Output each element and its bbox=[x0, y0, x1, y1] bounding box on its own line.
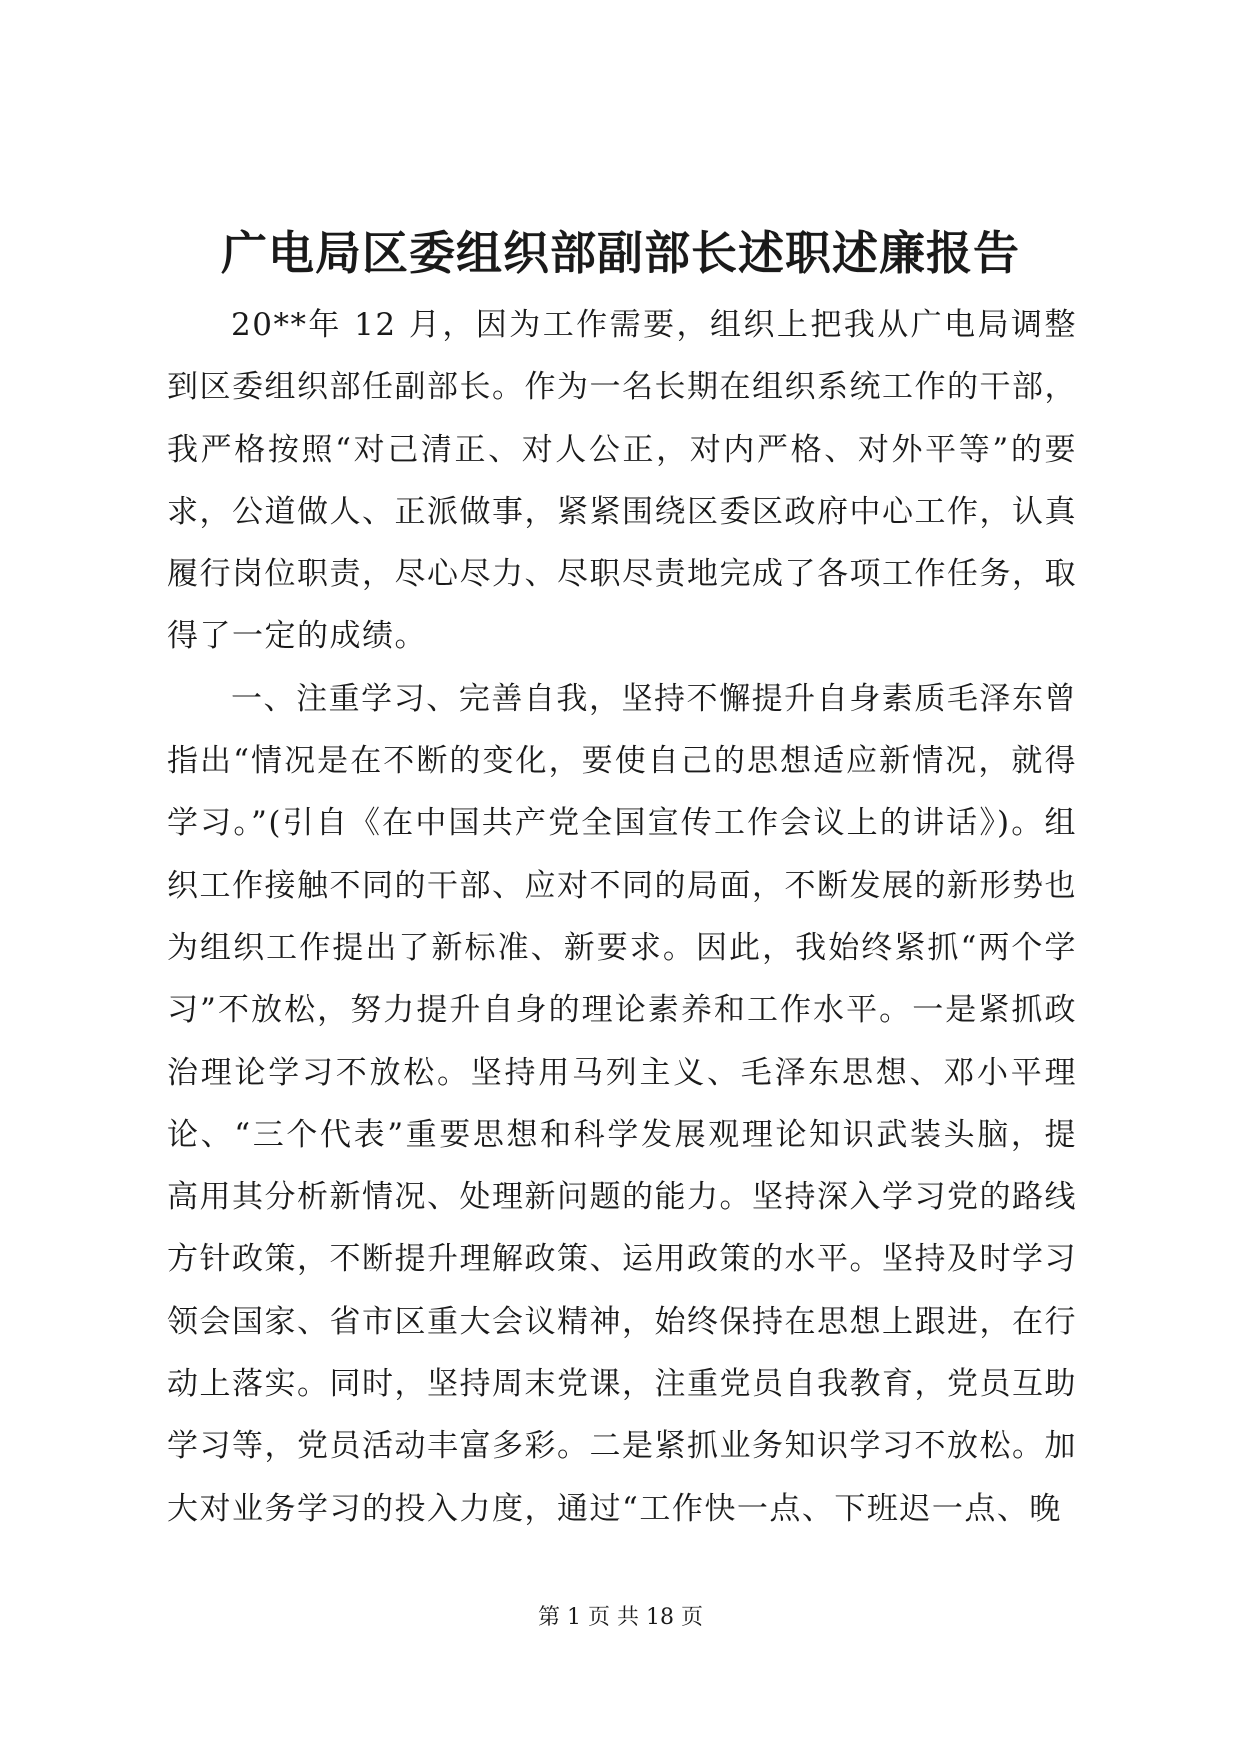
paragraph-intro: 20**年 12 月，因为工作需要，组织上把我从广电局调整到区委组织部任副部长。作为一名长期在组织系统工作的干部，我严格按照“对己清正、对人公正，对内严格、对外平等”的要求，公道做人、正派做事，紧紧围绕区委区政府中心工作，认真履行岗位职责，尽心尽力、尽职尽责地完成了各项工作任务，取得了一定的成绩。 bbox=[167, 307, 1077, 655]
document-title: 广电局区委组织部副部长述职述廉报告 bbox=[221, 226, 1020, 280]
document-body bbox=[167, 294, 1077, 1540]
page-footer: 第 1 页 共 18 页 bbox=[538, 1605, 703, 1630]
paragraph-section-one: 一、注重学习、完善自我，坚持不懈提升自身素质毛泽东曾指出“情况是在不断的变化，要使自己的思想适应新情况，就得学习。”(引自《在中国共产党全国宣传工作会议上的讲话》)。组织工作接触不同的干部、应对不同的局面，不断发展的新形势也为组织工作提出了新标准、新要求。因此，我始终紧抓“两个学习”不放松，努力提升自身的理论素养和工作水平。一是紧抓政治理论学习不放松。坚持用马列主义、毛泽东思想、邓小平理论、“三个代表”重要思想和科学发展观理论知识武装头脑，提高用其分析新情况、处理新问题的能力。坚持深入学习党的路线方针政策，不断提升理解政策、运用政策的水平。坚持及时学习领会国家、省市区重大会议精神，始终保持在思想上跟进，在行动上落实。同时，坚持周末党课，注重党员自我教育，党员互助学习等，党员活动丰富多彩。二是紧抓业务知识学习不放松。加大对业务学习的投入力度，通过“工作快一点、下班迟一点、晚 bbox=[167, 680, 1077, 1527]
